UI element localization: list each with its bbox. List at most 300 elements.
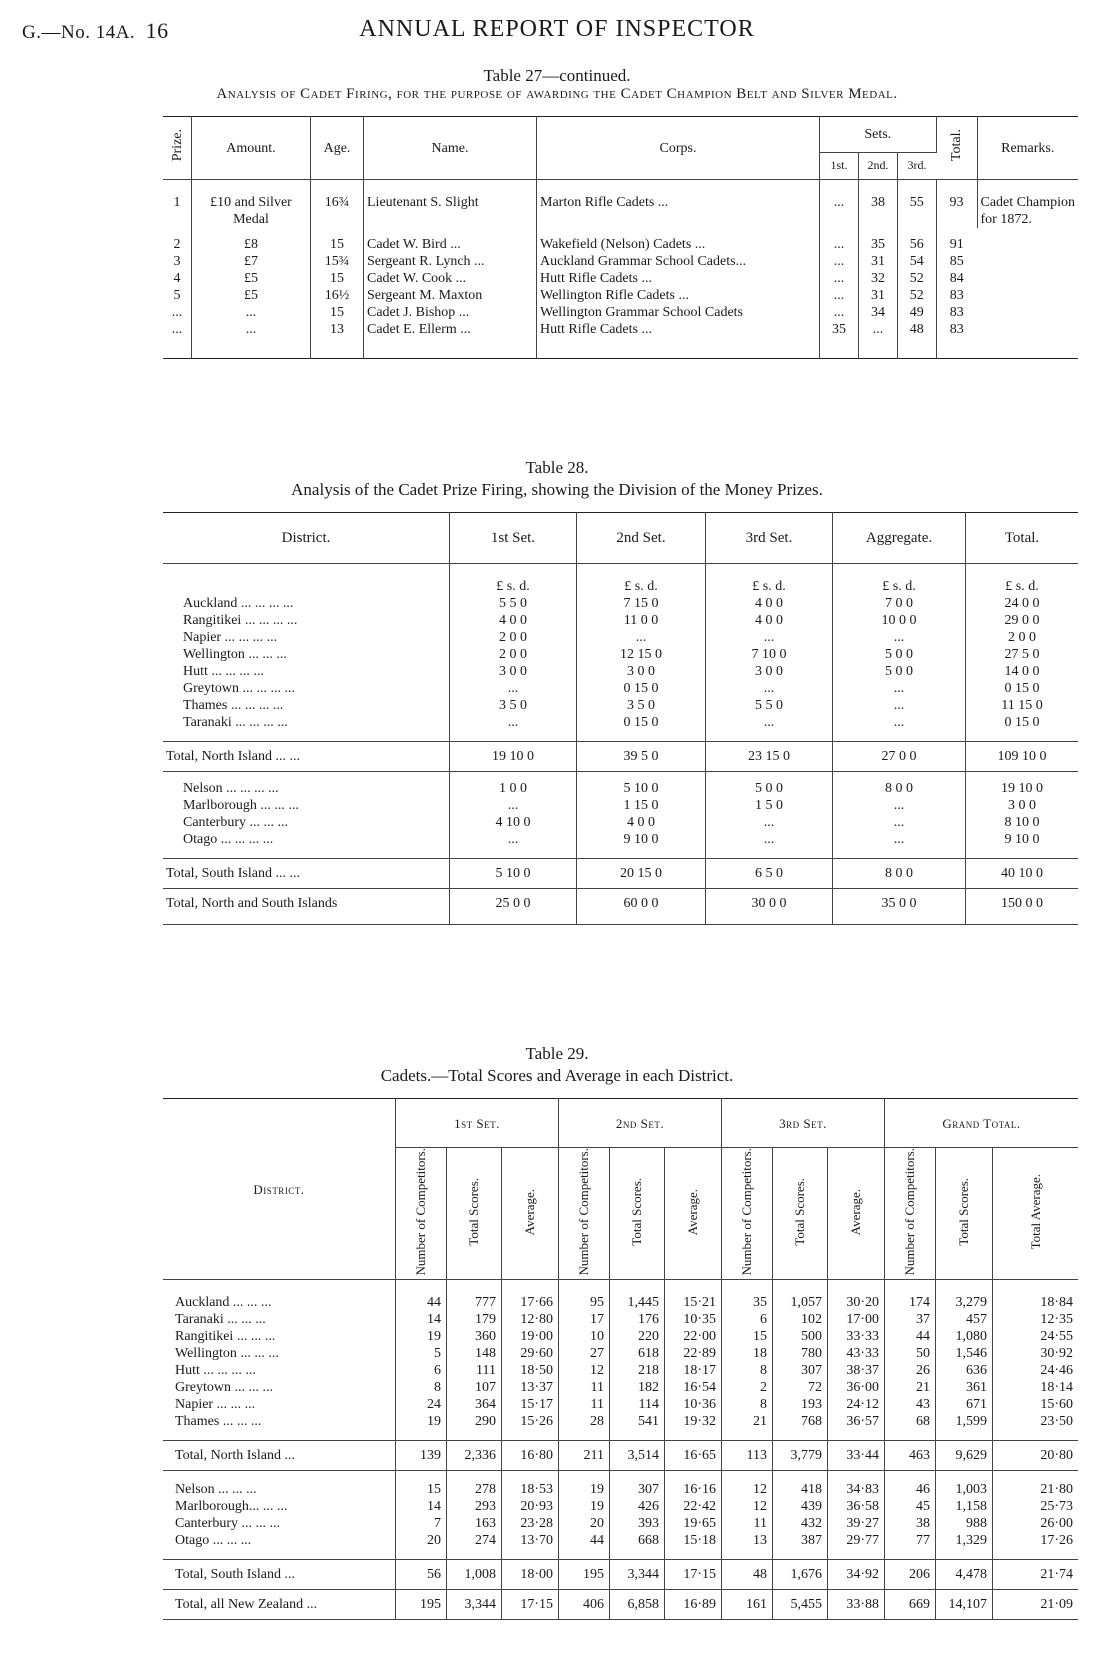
cell: Cadet J. Bishop ... <box>364 304 537 321</box>
cell: 12 <box>722 1498 773 1515</box>
cell: 27 0 0 <box>833 742 966 772</box>
cell: 35 0 0 <box>833 889 966 925</box>
cell: 39·27 <box>828 1515 885 1532</box>
cell: Auckland Grammar School Cadets... <box>537 253 820 270</box>
cell: 3,344 <box>610 1560 665 1590</box>
district-name: Napier ... ... ... <box>163 1396 396 1413</box>
cell: 44 <box>396 1280 447 1312</box>
cell: 30·20 <box>828 1280 885 1312</box>
header-competitors: Number of Competitors. <box>722 1148 773 1280</box>
cell: 77 <box>885 1532 936 1560</box>
cell: 364 <box>447 1396 502 1413</box>
cell: 60 0 0 <box>577 889 706 925</box>
cell: 17·15 <box>665 1560 722 1590</box>
cell: 541 <box>610 1413 665 1441</box>
cell: 1 5 0 <box>706 797 833 814</box>
cell: 14 <box>396 1498 447 1515</box>
cell: 56 <box>898 228 937 253</box>
cell: 669 <box>885 1590 936 1620</box>
cell: ... <box>833 697 966 714</box>
cell: 83 <box>949 305 964 320</box>
cell: 8 10 0 <box>1004 815 1040 830</box>
cell: 18·17 <box>665 1362 722 1379</box>
header-age: Age. <box>311 117 364 180</box>
header-competitors: Number of Competitors. <box>396 1148 447 1280</box>
cell: Wellington Rifle Cadets ... <box>537 287 820 304</box>
cell: 6,858 <box>610 1590 665 1620</box>
cell: 23 15 0 <box>706 742 833 772</box>
cell: ... <box>706 831 833 859</box>
table-row <box>163 321 1078 359</box>
table-row <box>163 595 1078 612</box>
district-name: Napier ... ... ... ... <box>163 629 450 646</box>
cell: 6 5 0 <box>706 859 833 889</box>
cell: 387 <box>773 1532 828 1560</box>
cell: 24 0 0 <box>1004 596 1040 611</box>
cell: 393 <box>610 1515 665 1532</box>
cell: 1,008 <box>447 1560 502 1590</box>
cell: 20 15 0 <box>577 859 706 889</box>
table-row <box>163 1532 1078 1560</box>
cell: 457 <box>936 1311 993 1328</box>
cell: 988 <box>936 1515 993 1532</box>
cell: 23·28 <box>502 1515 559 1532</box>
cell: 12 <box>722 1471 773 1499</box>
cell: 139 <box>396 1441 447 1471</box>
cell: 30 0 0 <box>706 889 833 925</box>
grand-total-row <box>163 889 1078 925</box>
cell: ... <box>833 797 966 814</box>
cell: 5 5 0 <box>706 697 833 714</box>
cell: 40 10 0 <box>966 859 1079 889</box>
cell: 21 <box>722 1413 773 1441</box>
cell: 14,107 <box>936 1590 993 1620</box>
total-label: Total, all New Zealand ... <box>163 1590 396 1620</box>
table28-title: Table 28. <box>525 458 589 477</box>
table-row <box>163 1515 1078 1532</box>
cell: 16½ <box>311 287 364 304</box>
cell: £10 and Silver Medal <box>192 180 311 229</box>
cell: 0 15 0 <box>577 680 706 697</box>
cell: 0 15 0 <box>577 714 706 742</box>
cell: 3 5 0 <box>450 697 577 714</box>
table29 <box>163 1098 1078 1620</box>
header-set1: 1st Set. <box>396 1099 559 1148</box>
total-label: Total, South Island ... <box>163 1560 396 1590</box>
cell: 31 <box>859 287 898 304</box>
cell: 11 <box>559 1379 610 1396</box>
header-district: District. <box>163 513 450 564</box>
cell: 3 5 0 <box>577 697 706 714</box>
district-name: Taranaki ... ... ... <box>163 1311 396 1328</box>
cell: 20·93 <box>502 1498 559 1515</box>
cell: 193 <box>773 1396 828 1413</box>
header-average: Average. <box>828 1148 885 1280</box>
cell: 17 <box>559 1311 610 1328</box>
table-row <box>163 831 1078 859</box>
header-set3: 3rd Set. <box>722 1099 885 1148</box>
units-label: £ s. d. <box>450 564 577 596</box>
table-row <box>163 1362 1078 1379</box>
header-set2: 2nd. <box>859 152 898 179</box>
units-row <box>163 564 1078 596</box>
cell: 20 <box>559 1515 610 1532</box>
cell: 3 0 0 <box>577 663 706 680</box>
cell: 84 <box>949 271 964 286</box>
cell: 4 0 0 <box>577 814 706 831</box>
cell: 12·80 <box>502 1311 559 1328</box>
cell: 22·00 <box>665 1328 722 1345</box>
cell: 16¾ <box>311 180 364 229</box>
cell: 26·00 <box>1040 1516 1073 1532</box>
cell: Marton Rifle Cadets ... <box>537 180 820 229</box>
table-row <box>163 1345 1078 1362</box>
table-row <box>163 714 1078 742</box>
cell: 13·70 <box>502 1532 559 1560</box>
cell: 174 <box>885 1280 936 1312</box>
cell: 23·50 <box>1040 1414 1073 1430</box>
cell: 25·73 <box>1040 1499 1073 1515</box>
district-name: Nelson ... ... ... ... <box>163 772 450 798</box>
cell: 19 <box>559 1471 610 1499</box>
district-name: Canterbury ... ... ... <box>163 1515 396 1532</box>
total-label: Total, North and South Islands <box>163 889 450 925</box>
cell: 29·60 <box>502 1345 559 1362</box>
cell: 17·00 <box>828 1311 885 1328</box>
cell: 29 0 0 <box>1004 613 1040 628</box>
cell: ... <box>192 321 311 359</box>
cell: 45 <box>885 1498 936 1515</box>
cell: 3,514 <box>610 1441 665 1471</box>
cell: 36·58 <box>828 1498 885 1515</box>
cell: 68 <box>885 1413 936 1441</box>
table-row <box>163 663 1078 680</box>
cell: ... <box>163 321 192 359</box>
cell: 7 15 0 <box>577 595 706 612</box>
table-row <box>163 629 1078 646</box>
cell: ... <box>450 797 577 814</box>
cell: 418 <box>773 1471 828 1499</box>
cell: 1,329 <box>936 1532 993 1560</box>
cell: 43·33 <box>828 1345 885 1362</box>
table29-title: Table 29. <box>525 1044 589 1063</box>
report-number: G.—No. 14A. <box>22 22 136 43</box>
table-row <box>163 612 1078 629</box>
cell: 220 <box>610 1328 665 1345</box>
cell: Cadet E. Ellerm ... <box>364 321 537 359</box>
cell: 307 <box>610 1471 665 1499</box>
cell: 35 <box>859 228 898 253</box>
cell: 2 <box>163 228 192 253</box>
district-name: Marlborough ... ... ... <box>163 797 450 814</box>
header-scores: Total Scores. <box>447 1148 502 1280</box>
cell: 19 <box>559 1498 610 1515</box>
cell: 636 <box>936 1362 993 1379</box>
cell: 10 <box>559 1328 610 1345</box>
cell: 777 <box>447 1280 502 1312</box>
cell: 21 <box>885 1379 936 1396</box>
header-competitors: Number of Competitors. <box>885 1148 936 1280</box>
cell: 4 0 0 <box>706 612 833 629</box>
district-name: Hutt ... ... ... ... <box>163 1362 396 1379</box>
cell: 49 <box>898 304 937 321</box>
cell: 34 <box>859 304 898 321</box>
cell: 27 <box>559 1345 610 1362</box>
cell: ... <box>706 814 833 831</box>
district-name: Marlborough... ... ... <box>163 1498 396 1515</box>
district-name: Greytown ... ... ... <box>163 1379 396 1396</box>
table28-subtitle: Analysis of the Cadet Prize Firing, showing the Division of the Money Prizes. <box>291 480 823 499</box>
cell: 38·37 <box>828 1362 885 1379</box>
cell: ... <box>833 629 966 646</box>
cell: 16·80 <box>502 1441 559 1471</box>
header-average: Average. <box>502 1148 559 1280</box>
cell: 72 <box>773 1379 828 1396</box>
table-row <box>163 253 1078 270</box>
cell: 25 0 0 <box>450 889 577 925</box>
cell: 24·12 <box>828 1396 885 1413</box>
cell: 274 <box>447 1532 502 1560</box>
cell: ... <box>859 321 898 359</box>
table27-subtitle: Analysis of Cadet Firing, for the purpose of awarding the Cadet Champion Belt and Silver Medal. <box>216 86 898 102</box>
cell: 7 10 0 <box>706 646 833 663</box>
cell: 3 0 0 <box>1008 798 1036 813</box>
cell: Hutt Rifle Cadets ... <box>537 270 820 287</box>
cell: 35 <box>820 321 859 359</box>
cell: ... <box>706 714 833 742</box>
cell: £8 <box>192 228 311 253</box>
district-name: Auckland ... ... ... ... <box>163 595 450 612</box>
cell: 432 <box>773 1515 828 1532</box>
district-name: Taranaki ... ... ... ... <box>163 714 450 742</box>
cell: 18·84 <box>1040 1295 1073 1311</box>
south-island-total-row <box>163 859 1078 889</box>
cell: 163 <box>447 1515 502 1532</box>
cell: 1,599 <box>936 1413 993 1441</box>
header-total: Total. <box>936 117 977 180</box>
cell: 16·16 <box>665 1471 722 1499</box>
cell: 9 10 0 <box>1004 832 1040 847</box>
cell: 1,676 <box>773 1560 828 1590</box>
cell: 1,158 <box>936 1498 993 1515</box>
district-name: Greytown ... ... ... ... <box>163 680 450 697</box>
cell: Cadet W. Cook ... <box>364 270 537 287</box>
cell: 11 15 0 <box>1001 698 1043 713</box>
cell: ... <box>706 680 833 697</box>
cell: 14 <box>396 1311 447 1328</box>
cell: 5 0 0 <box>833 646 966 663</box>
cell: 24·55 <box>1040 1329 1073 1345</box>
cell: £5 <box>192 270 311 287</box>
cell: 36·57 <box>828 1413 885 1441</box>
table-row <box>163 287 1078 304</box>
cell: 29·77 <box>828 1532 885 1560</box>
cell: 176 <box>610 1311 665 1328</box>
district-name: Nelson ... ... ... <box>163 1471 396 1499</box>
cell: 48 <box>898 321 937 359</box>
table-row <box>163 814 1078 831</box>
cell: 768 <box>773 1413 828 1441</box>
header-set2: 2nd Set. <box>559 1099 722 1148</box>
cell: 211 <box>559 1441 610 1471</box>
cell: 18·00 <box>502 1560 559 1590</box>
cell: 27 5 0 <box>1004 647 1040 662</box>
cell: 113 <box>722 1441 773 1471</box>
header-set1: 1st Set. <box>450 513 577 564</box>
cell: Sergeant M. Maxton <box>364 287 537 304</box>
cell: 18·53 <box>502 1471 559 1499</box>
cell: ... <box>820 228 859 253</box>
cell: 38 <box>885 1515 936 1532</box>
north-island-total-row <box>163 742 1078 772</box>
header-average: Average. <box>665 1148 722 1280</box>
cell: 19·32 <box>665 1413 722 1441</box>
cell: 34·83 <box>828 1471 885 1499</box>
cell: 182 <box>610 1379 665 1396</box>
cell: 8 0 0 <box>833 859 966 889</box>
cell: ... <box>577 629 706 646</box>
cell: 33·88 <box>828 1590 885 1620</box>
cell: ... <box>450 714 577 742</box>
total-label: Total, North Island ... <box>163 1441 396 1471</box>
grand-total-row <box>163 1590 1078 1620</box>
cell: 9 10 0 <box>577 831 706 859</box>
cell: 21·09 <box>993 1590 1079 1620</box>
cell: 19 10 0 <box>1001 781 1043 796</box>
cell: 463 <box>885 1441 936 1471</box>
cell: 1 0 0 <box>450 772 577 798</box>
cell: 161 <box>722 1590 773 1620</box>
cell: 2 0 0 <box>450 629 577 646</box>
cell: 293 <box>447 1498 502 1515</box>
units-label: £ s. d. <box>706 564 833 596</box>
cell: 56 <box>396 1560 447 1590</box>
cell: 290 <box>447 1413 502 1441</box>
cell: ... <box>163 304 192 321</box>
cell: 85 <box>949 254 964 269</box>
cell: Hutt Rifle Cadets ... <box>537 321 820 359</box>
cell: 1 15 0 <box>577 797 706 814</box>
cell: 5,455 <box>773 1590 828 1620</box>
cell: 19 10 0 <box>450 742 577 772</box>
cell: 2 <box>722 1379 773 1396</box>
cell: 5 0 0 <box>706 772 833 798</box>
cell: Lieutenant S. Slight <box>364 180 537 229</box>
cell: 195 <box>396 1590 447 1620</box>
cell: 278 <box>447 1471 502 1499</box>
total-label: Total, South Island ... ... <box>163 859 450 889</box>
cell: 95 <box>559 1280 610 1312</box>
table-row <box>163 680 1078 697</box>
table-row <box>163 646 1078 663</box>
header-prize: Prize. <box>163 117 192 180</box>
cell: 5 10 0 <box>577 772 706 798</box>
header-scores: Total Scores. <box>610 1148 665 1280</box>
south-island-total-row <box>163 1560 1078 1590</box>
cell: 6 <box>396 1362 447 1379</box>
cell: 52 <box>898 287 937 304</box>
cell: 8 <box>722 1362 773 1379</box>
cell: 150 0 0 <box>966 889 1079 925</box>
cell: 0 15 0 <box>1004 681 1040 696</box>
district-name: Hutt ... ... ... ... <box>163 663 450 680</box>
cell: 17·15 <box>502 1590 559 1620</box>
cell: 3,344 <box>447 1590 502 1620</box>
cell: 7 0 0 <box>833 595 966 612</box>
cell: 24·46 <box>1040 1363 1073 1379</box>
header-remarks: Remarks. <box>977 117 1078 180</box>
cell: 1 <box>163 180 192 229</box>
cell: ... <box>833 714 966 742</box>
cell: 32 <box>859 270 898 287</box>
cell: ... <box>706 629 833 646</box>
cell: 11 0 0 <box>577 612 706 629</box>
cell: 15 <box>311 270 364 287</box>
table-row <box>163 1396 1078 1413</box>
cell: 109 10 0 <box>966 742 1079 772</box>
cell: 8 0 0 <box>833 772 966 798</box>
cell: 19·65 <box>665 1515 722 1532</box>
table27-title: Table 27—continued. <box>483 66 631 85</box>
cell: 218 <box>610 1362 665 1379</box>
cell: 15 <box>311 228 364 253</box>
cell: 10·36 <box>665 1396 722 1413</box>
cell: ... <box>450 680 577 697</box>
cell: ... <box>820 270 859 287</box>
table-row <box>163 797 1078 814</box>
cell: 83 <box>949 322 964 337</box>
cell: ... <box>820 304 859 321</box>
cell: 52 <box>898 270 937 287</box>
cell: 4 0 0 <box>706 595 833 612</box>
cell: 179 <box>447 1311 502 1328</box>
cell: 5 <box>396 1345 447 1362</box>
table-row <box>163 772 1078 798</box>
cell: 30·92 <box>1040 1346 1073 1362</box>
cell: 14 0 0 <box>1004 664 1040 679</box>
header-amount: Amount. <box>192 117 311 180</box>
cell: ... <box>833 814 966 831</box>
cell: 21·74 <box>993 1560 1079 1590</box>
units-label: £ s. d. <box>1005 579 1039 594</box>
cell: 16·65 <box>665 1441 722 1471</box>
cell: 0 15 0 <box>1004 715 1040 730</box>
cell: ... <box>833 831 966 859</box>
cell: 31 <box>859 253 898 270</box>
district-name: Wellington ... ... ... <box>163 1345 396 1362</box>
header-district: District. <box>163 1099 396 1280</box>
cell: Cadet W. Bird ... <box>364 228 537 253</box>
header-set3: 3rd. <box>898 152 937 179</box>
header-set1: 1st. <box>820 152 859 179</box>
cell: 17·66 <box>502 1280 559 1312</box>
page-number: 16 <box>145 18 169 43</box>
district-name: Rangitikei ... ... ... ... <box>163 612 450 629</box>
cell: 7 <box>396 1515 447 1532</box>
cell: ... <box>450 831 577 859</box>
cell: 22·42 <box>665 1498 722 1515</box>
cell: 10 0 0 <box>833 612 966 629</box>
cell: ... <box>192 304 311 321</box>
cell: 16·54 <box>665 1379 722 1396</box>
cell: 15·60 <box>1040 1397 1073 1413</box>
cell: 13 <box>722 1532 773 1560</box>
cell: 12 <box>559 1362 610 1379</box>
cell: 3,279 <box>936 1280 993 1312</box>
table-row <box>163 228 1078 253</box>
table-row <box>163 1280 1078 1312</box>
cell: £7 <box>192 253 311 270</box>
